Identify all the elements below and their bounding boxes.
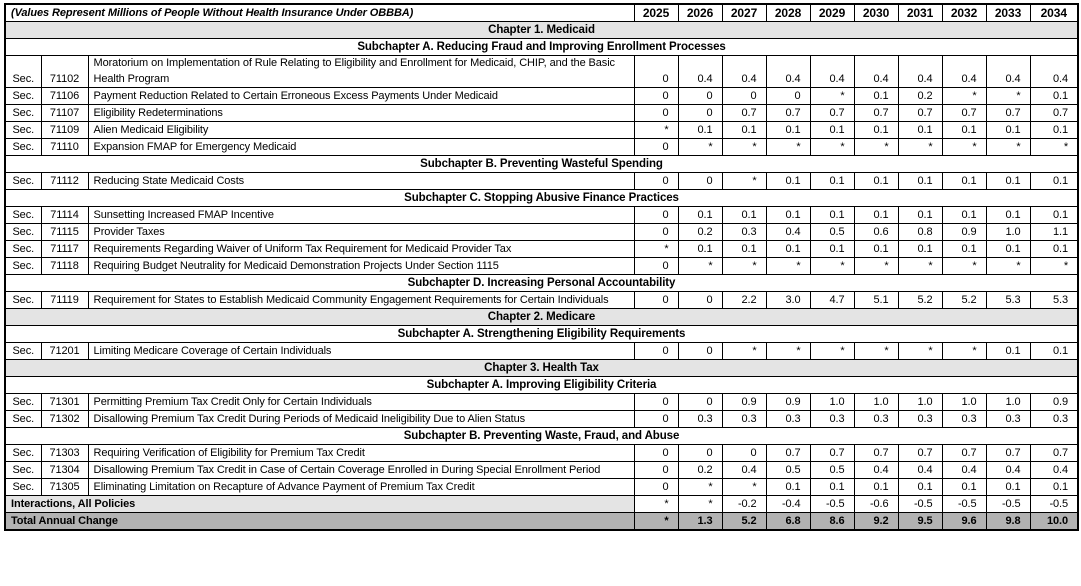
value-cell-2026: 0 xyxy=(678,343,722,360)
section-description-cell: Limiting Medicare Coverage of Certain Individuals xyxy=(88,343,634,360)
value-cell-2028: 0.7 xyxy=(766,445,810,462)
value-cell-2027: * xyxy=(722,479,766,496)
value-cell-2029: 0.7 xyxy=(810,105,854,122)
value-cell-2029: 0.4 xyxy=(810,56,854,88)
section-number-cell: 71115 xyxy=(41,224,88,241)
value-cell-2032: 0.1 xyxy=(942,479,986,496)
value-cell-2034: 0.7 xyxy=(1030,445,1078,462)
section-row-71304 xyxy=(5,462,1078,479)
value-cell-2026: 0.2 xyxy=(678,462,722,479)
value-cell-2030: 5.1 xyxy=(854,292,898,309)
value-cell-2028: 0.5 xyxy=(766,462,810,479)
year-header-2033: 2033 xyxy=(986,4,1030,22)
value-cell-2028: 0 xyxy=(766,88,810,105)
value-cell-2031: 0.4 xyxy=(898,462,942,479)
value-cell-2033: 0.1 xyxy=(986,241,1030,258)
value-cell-2032: * xyxy=(942,88,986,105)
value-cell-2031: 0.1 xyxy=(898,122,942,139)
sec-abbrev-cell: Sec. xyxy=(5,258,41,275)
value-cell-2030: * xyxy=(854,139,898,156)
value-cell-2030: 0.7 xyxy=(854,445,898,462)
section-description-cell: Payment Reduction Related to Certain Erroneous Excess Payments Under Medicaid xyxy=(88,88,634,105)
section-row-71201 xyxy=(5,343,1078,360)
value-cell-2026: 0.1 xyxy=(678,207,722,224)
value-cell-2032: 0.3 xyxy=(942,411,986,428)
value-cell-2025: 0 xyxy=(634,343,678,360)
value-cell-2028: 0.1 xyxy=(766,479,810,496)
sec-abbrev-cell: Sec. xyxy=(5,139,41,156)
value-cell-2026: 0 xyxy=(678,173,722,190)
value-cell-2033: 0.7 xyxy=(986,445,1030,462)
value-cell-2033: 0.1 xyxy=(986,122,1030,139)
value-cell-2030: 0.1 xyxy=(854,122,898,139)
value-cell-2025: 0 xyxy=(634,56,678,88)
value-cell-2025: 0 xyxy=(634,394,678,411)
value-cell-2027: 0.1 xyxy=(722,122,766,139)
section-description-cell: Disallowing Premium Tax Credit During Periods of Medicaid Ineligibility Due to Alien Status xyxy=(88,411,634,428)
chapter-row xyxy=(5,309,1078,326)
value-cell-2026: 1.3 xyxy=(678,513,722,531)
value-cell-2028: * xyxy=(766,139,810,156)
value-cell-2029: 0.5 xyxy=(810,224,854,241)
value-cell-2034: * xyxy=(1030,139,1078,156)
subchapter-row xyxy=(5,156,1078,173)
value-cell-2027: 0 xyxy=(722,88,766,105)
section-row-71106 xyxy=(5,88,1078,105)
value-cell-2030: * xyxy=(854,343,898,360)
section-number-cell: 71107 xyxy=(41,105,88,122)
value-cell-2032: * xyxy=(942,139,986,156)
value-cell-2030: 0.1 xyxy=(854,479,898,496)
value-cell-2032: 0.4 xyxy=(942,462,986,479)
sec-abbrev-cell: Sec. xyxy=(5,479,41,496)
value-cell-2032: 0.1 xyxy=(942,207,986,224)
value-cell-2025: 0 xyxy=(634,207,678,224)
value-cell-2029: 0.5 xyxy=(810,462,854,479)
value-cell-2030: 0.1 xyxy=(854,88,898,105)
value-cell-2028: 0.7 xyxy=(766,105,810,122)
value-cell-2027: * xyxy=(722,139,766,156)
value-cell-2027: -0.2 xyxy=(722,496,766,513)
sec-abbrev-cell: Sec. xyxy=(5,56,41,88)
value-cell-2026: 0 xyxy=(678,394,722,411)
value-cell-2027: 0.9 xyxy=(722,394,766,411)
value-cell-2028: 0.1 xyxy=(766,241,810,258)
sec-abbrev-cell: Sec. xyxy=(5,88,41,105)
section-description-cell: Disallowing Premium Tax Credit in Case of Certain Coverage Enrolled in During Special Enrollment Period xyxy=(88,462,634,479)
value-cell-2034: 0.3 xyxy=(1030,411,1078,428)
section-number-cell: 71201 xyxy=(41,343,88,360)
value-cell-2027: 0.1 xyxy=(722,241,766,258)
value-cell-2026: 0.4 xyxy=(678,56,722,88)
value-cell-2033: 0.1 xyxy=(986,479,1030,496)
sec-abbrev-cell: Sec. xyxy=(5,462,41,479)
total-annual-change-row xyxy=(5,513,1078,531)
subchapter-heading: Subchapter A. Improving Eligibility Criteria xyxy=(5,377,1078,394)
value-cell-2030: 0.1 xyxy=(854,173,898,190)
value-cell-2034: -0.5 xyxy=(1030,496,1078,513)
section-description-cell: Requirement for States to Establish Medicaid Community Engagement Requirements for Certain Individuals xyxy=(88,292,634,309)
value-cell-2033: -0.5 xyxy=(986,496,1030,513)
section-number-cell: 71102 xyxy=(41,56,88,88)
section-number-cell: 71304 xyxy=(41,462,88,479)
value-cell-2027: * xyxy=(722,258,766,275)
value-cell-2025: 0 xyxy=(634,479,678,496)
chapter-heading: Chapter 3. Health Tax xyxy=(5,360,1078,377)
value-cell-2025: 0 xyxy=(634,88,678,105)
chapter-row xyxy=(5,22,1078,39)
section-row-71118 xyxy=(5,258,1078,275)
value-cell-2031: 0.8 xyxy=(898,224,942,241)
value-cell-2029: 0.7 xyxy=(810,445,854,462)
value-cell-2032: * xyxy=(942,258,986,275)
value-cell-2026: * xyxy=(678,479,722,496)
section-row-71301 xyxy=(5,394,1078,411)
subchapter-heading: Subchapter A. Strengthening Eligibility Requirements xyxy=(5,326,1078,343)
value-cell-2025: 0 xyxy=(634,139,678,156)
value-cell-2026: * xyxy=(678,496,722,513)
value-cell-2029: * xyxy=(810,258,854,275)
year-header-2025: 2025 xyxy=(634,4,678,22)
value-cell-2029: 0.3 xyxy=(810,411,854,428)
section-row-71110 xyxy=(5,139,1078,156)
value-cell-2033: 5.3 xyxy=(986,292,1030,309)
section-description-cell: Alien Medicaid Eligibility xyxy=(88,122,634,139)
year-header-2030: 2030 xyxy=(854,4,898,22)
value-cell-2028: 0.4 xyxy=(766,224,810,241)
value-cell-2029: 4.7 xyxy=(810,292,854,309)
value-cell-2031: 0.2 xyxy=(898,88,942,105)
value-cell-2032: 0.1 xyxy=(942,241,986,258)
value-cell-2031: 0.7 xyxy=(898,105,942,122)
section-description-cell: Permitting Premium Tax Credit Only for Certain Individuals xyxy=(88,394,634,411)
year-header-2028: 2028 xyxy=(766,4,810,22)
subchapter-heading: Subchapter C. Stopping Abusive Finance Practices xyxy=(5,190,1078,207)
value-cell-2034: 0.1 xyxy=(1030,173,1078,190)
section-number-cell: 71114 xyxy=(41,207,88,224)
value-cell-2030: * xyxy=(854,258,898,275)
chapter-heading: Chapter 1. Medicaid xyxy=(5,22,1078,39)
value-cell-2031: 0.4 xyxy=(898,56,942,88)
value-cell-2028: 0.1 xyxy=(766,122,810,139)
value-cell-2031: 5.2 xyxy=(898,292,942,309)
value-cell-2029: 1.0 xyxy=(810,394,854,411)
value-cell-2033: 1.0 xyxy=(986,224,1030,241)
value-cell-2027: * xyxy=(722,173,766,190)
section-description-cell: Requiring Verification of Eligibility for Premium Tax Credit xyxy=(88,445,634,462)
value-cell-2033: 0.1 xyxy=(986,343,1030,360)
value-cell-2026: 0.2 xyxy=(678,224,722,241)
value-cell-2033: 0.1 xyxy=(986,173,1030,190)
value-cell-2031: -0.5 xyxy=(898,496,942,513)
section-number-cell: 71302 xyxy=(41,411,88,428)
value-cell-2025: * xyxy=(634,513,678,531)
section-row-71102 xyxy=(5,56,1078,88)
value-cell-2033: 0.4 xyxy=(986,462,1030,479)
value-cell-2029: 0.1 xyxy=(810,241,854,258)
value-cell-2034: 0.1 xyxy=(1030,207,1078,224)
value-cell-2034: 10.0 xyxy=(1030,513,1078,531)
value-cell-2029: * xyxy=(810,88,854,105)
sec-abbrev-cell: Sec. xyxy=(5,445,41,462)
section-description-cell: Moratorium on Implementation of Rule Relating to Eligibility and Enrollment for Medicaid, CHIP, and the Basic Health Program xyxy=(88,56,634,88)
value-cell-2031: 0.1 xyxy=(898,173,942,190)
value-cell-2030: 0.1 xyxy=(854,241,898,258)
section-row-71302 xyxy=(5,411,1078,428)
value-cell-2032: 0.7 xyxy=(942,105,986,122)
value-cell-2027: 0 xyxy=(722,445,766,462)
section-description-cell: Sunsetting Increased FMAP Incentive xyxy=(88,207,634,224)
subchapter-row xyxy=(5,428,1078,445)
value-cell-2031: 0.1 xyxy=(898,207,942,224)
section-row-71117 xyxy=(5,241,1078,258)
value-cell-2034: 0.4 xyxy=(1030,56,1078,88)
value-cell-2029: 0.1 xyxy=(810,173,854,190)
subchapter-heading: Subchapter D. Increasing Personal Accountability xyxy=(5,275,1078,292)
subchapter-row xyxy=(5,377,1078,394)
value-cell-2027: * xyxy=(722,343,766,360)
chapter-row xyxy=(5,360,1078,377)
subchapter-row xyxy=(5,275,1078,292)
value-cell-2025: 0 xyxy=(634,105,678,122)
value-cell-2029: 0.1 xyxy=(810,479,854,496)
year-header-2031: 2031 xyxy=(898,4,942,22)
section-row-71305 xyxy=(5,479,1078,496)
value-cell-2033: 0.7 xyxy=(986,105,1030,122)
value-cell-2029: -0.5 xyxy=(810,496,854,513)
value-cell-2025: * xyxy=(634,122,678,139)
interactions-row xyxy=(5,496,1078,513)
value-cell-2031: 9.5 xyxy=(898,513,942,531)
header-row xyxy=(5,4,1078,22)
section-row-71115 xyxy=(5,224,1078,241)
value-cell-2028: * xyxy=(766,258,810,275)
year-header-2026: 2026 xyxy=(678,4,722,22)
section-number-cell: 71303 xyxy=(41,445,88,462)
value-cell-2028: 0.4 xyxy=(766,56,810,88)
table-title: (Values Represent Millions of People Without Health Insurance Under OBBBA) xyxy=(5,4,634,22)
value-cell-2028: * xyxy=(766,343,810,360)
value-cell-2034: 0.1 xyxy=(1030,241,1078,258)
section-number-cell: 71117 xyxy=(41,241,88,258)
value-cell-2032: 0.7 xyxy=(942,445,986,462)
value-cell-2033: 1.0 xyxy=(986,394,1030,411)
value-cell-2031: 0.3 xyxy=(898,411,942,428)
value-cell-2025: 0 xyxy=(634,224,678,241)
chapter-heading: Chapter 2. Medicare xyxy=(5,309,1078,326)
value-cell-2031: 0.7 xyxy=(898,445,942,462)
value-cell-2032: 0.9 xyxy=(942,224,986,241)
value-cell-2032: 9.6 xyxy=(942,513,986,531)
interactions-label: Interactions, All Policies xyxy=(5,496,634,513)
value-cell-2031: 1.0 xyxy=(898,394,942,411)
value-cell-2033: 0.4 xyxy=(986,56,1030,88)
sec-abbrev-cell: Sec. xyxy=(5,224,41,241)
value-cell-2033: * xyxy=(986,139,1030,156)
value-cell-2028: 3.0 xyxy=(766,292,810,309)
section-row-71114 xyxy=(5,207,1078,224)
value-cell-2029: 0.1 xyxy=(810,122,854,139)
value-cell-2034: 0.9 xyxy=(1030,394,1078,411)
value-cell-2028: 6.8 xyxy=(766,513,810,531)
year-header-2032: 2032 xyxy=(942,4,986,22)
value-cell-2026: * xyxy=(678,139,722,156)
value-cell-2026: 0.1 xyxy=(678,122,722,139)
value-cell-2034: * xyxy=(1030,258,1078,275)
value-cell-2030: 1.0 xyxy=(854,394,898,411)
value-cell-2034: 5.3 xyxy=(1030,292,1078,309)
value-cell-2025: 0 xyxy=(634,411,678,428)
sec-abbrev-cell: Sec. xyxy=(5,411,41,428)
value-cell-2034: 0.7 xyxy=(1030,105,1078,122)
value-cell-2034: 0.1 xyxy=(1030,122,1078,139)
value-cell-2026: 0 xyxy=(678,292,722,309)
value-cell-2027: 0.3 xyxy=(722,411,766,428)
value-cell-2026: 0.1 xyxy=(678,241,722,258)
value-cell-2025: * xyxy=(634,241,678,258)
year-header-2034: 2034 xyxy=(1030,4,1078,22)
value-cell-2034: 0.1 xyxy=(1030,479,1078,496)
value-cell-2033: * xyxy=(986,258,1030,275)
value-cell-2031: * xyxy=(898,139,942,156)
value-cell-2031: 0.1 xyxy=(898,479,942,496)
value-cell-2028: 0.1 xyxy=(766,173,810,190)
value-cell-2032: * xyxy=(942,343,986,360)
section-description-cell: Eliminating Limitation on Recapture of Advance Payment of Premium Tax Credit xyxy=(88,479,634,496)
value-cell-2028: 0.3 xyxy=(766,411,810,428)
value-cell-2032: 1.0 xyxy=(942,394,986,411)
section-description-cell: Requiring Budget Neutrality for Medicaid Demonstration Projects Under Section 1115 xyxy=(88,258,634,275)
value-cell-2034: 0.1 xyxy=(1030,88,1078,105)
section-row-71303 xyxy=(5,445,1078,462)
value-cell-2033: 9.8 xyxy=(986,513,1030,531)
value-cell-2029: * xyxy=(810,343,854,360)
insurance-impact-table xyxy=(4,3,1079,531)
sec-abbrev-cell: Sec. xyxy=(5,173,41,190)
value-cell-2034: 1.1 xyxy=(1030,224,1078,241)
section-number-cell: 71112 xyxy=(41,173,88,190)
sec-abbrev-cell: Sec. xyxy=(5,394,41,411)
section-row-71112 xyxy=(5,173,1078,190)
value-cell-2027: 0.1 xyxy=(722,207,766,224)
value-cell-2030: 0.3 xyxy=(854,411,898,428)
section-row-71107 xyxy=(5,105,1078,122)
value-cell-2032: 0.4 xyxy=(942,56,986,88)
value-cell-2031: 0.1 xyxy=(898,241,942,258)
sec-abbrev-cell: Sec. xyxy=(5,343,41,360)
value-cell-2027: 0.4 xyxy=(722,462,766,479)
value-cell-2032: 5.2 xyxy=(942,292,986,309)
value-cell-2030: 0.1 xyxy=(854,207,898,224)
year-header-2029: 2029 xyxy=(810,4,854,22)
value-cell-2026: 0.3 xyxy=(678,411,722,428)
value-cell-2030: 0.7 xyxy=(854,105,898,122)
value-cell-2025: 0 xyxy=(634,258,678,275)
value-cell-2030: 0.4 xyxy=(854,462,898,479)
section-number-cell: 71119 xyxy=(41,292,88,309)
value-cell-2034: 0.1 xyxy=(1030,343,1078,360)
value-cell-2025: 0 xyxy=(634,292,678,309)
section-row-71119 xyxy=(5,292,1078,309)
value-cell-2027: 2.2 xyxy=(722,292,766,309)
subchapter-heading: Subchapter A. Reducing Fraud and Improving Enrollment Processes xyxy=(5,39,1078,56)
subchapter-row xyxy=(5,326,1078,343)
value-cell-2026: 0 xyxy=(678,445,722,462)
subchapter-heading: Subchapter B. Preventing Waste, Fraud, and Abuse xyxy=(5,428,1078,445)
section-description-cell: Eligibility Redeterminations xyxy=(88,105,634,122)
value-cell-2032: -0.5 xyxy=(942,496,986,513)
value-cell-2029: 0.1 xyxy=(810,207,854,224)
value-cell-2027: 0.7 xyxy=(722,105,766,122)
sec-abbrev-cell: Sec. xyxy=(5,292,41,309)
section-number-cell: 71118 xyxy=(41,258,88,275)
value-cell-2029: * xyxy=(810,139,854,156)
value-cell-2028: -0.4 xyxy=(766,496,810,513)
value-cell-2025: 0 xyxy=(634,445,678,462)
value-cell-2029: 8.6 xyxy=(810,513,854,531)
value-cell-2031: * xyxy=(898,258,942,275)
sec-abbrev-cell: Sec. xyxy=(5,207,41,224)
value-cell-2026: 0 xyxy=(678,88,722,105)
value-cell-2026: 0 xyxy=(678,105,722,122)
value-cell-2030: 0.4 xyxy=(854,56,898,88)
section-number-cell: 71109 xyxy=(41,122,88,139)
subchapter-heading: Subchapter B. Preventing Wasteful Spending xyxy=(5,156,1078,173)
value-cell-2034: 0.4 xyxy=(1030,462,1078,479)
section-number-cell: 71106 xyxy=(41,88,88,105)
value-cell-2033: 0.3 xyxy=(986,411,1030,428)
section-description-cell: Requirements Regarding Waiver of Uniform Tax Requirement for Medicaid Provider Tax xyxy=(88,241,634,258)
value-cell-2033: 0.1 xyxy=(986,207,1030,224)
section-description-cell: Expansion FMAP for Emergency Medicaid xyxy=(88,139,634,156)
value-cell-2025: 0 xyxy=(634,173,678,190)
value-cell-2027: 5.2 xyxy=(722,513,766,531)
value-cell-2027: 0.4 xyxy=(722,56,766,88)
value-cell-2028: 0.1 xyxy=(766,207,810,224)
sec-abbrev-cell: Sec. xyxy=(5,241,41,258)
value-cell-2030: 9.2 xyxy=(854,513,898,531)
section-description-cell: Provider Taxes xyxy=(88,224,634,241)
value-cell-2030: -0.6 xyxy=(854,496,898,513)
value-cell-2025: * xyxy=(634,496,678,513)
total-label: Total Annual Change xyxy=(5,513,634,531)
section-row-71109 xyxy=(5,122,1078,139)
subchapter-row xyxy=(5,190,1078,207)
value-cell-2026: * xyxy=(678,258,722,275)
value-cell-2030: 0.6 xyxy=(854,224,898,241)
subchapter-row xyxy=(5,39,1078,56)
sec-abbrev-cell: Sec. xyxy=(5,122,41,139)
value-cell-2032: 0.1 xyxy=(942,173,986,190)
value-cell-2033: * xyxy=(986,88,1030,105)
year-header-2027: 2027 xyxy=(722,4,766,22)
section-number-cell: 71110 xyxy=(41,139,88,156)
section-number-cell: 71305 xyxy=(41,479,88,496)
section-number-cell: 71301 xyxy=(41,394,88,411)
sec-abbrev-cell: Sec. xyxy=(5,105,41,122)
value-cell-2031: * xyxy=(898,343,942,360)
value-cell-2028: 0.9 xyxy=(766,394,810,411)
value-cell-2032: 0.1 xyxy=(942,122,986,139)
value-cell-2025: 0 xyxy=(634,462,678,479)
section-description-cell: Reducing State Medicaid Costs xyxy=(88,173,634,190)
value-cell-2027: 0.3 xyxy=(722,224,766,241)
